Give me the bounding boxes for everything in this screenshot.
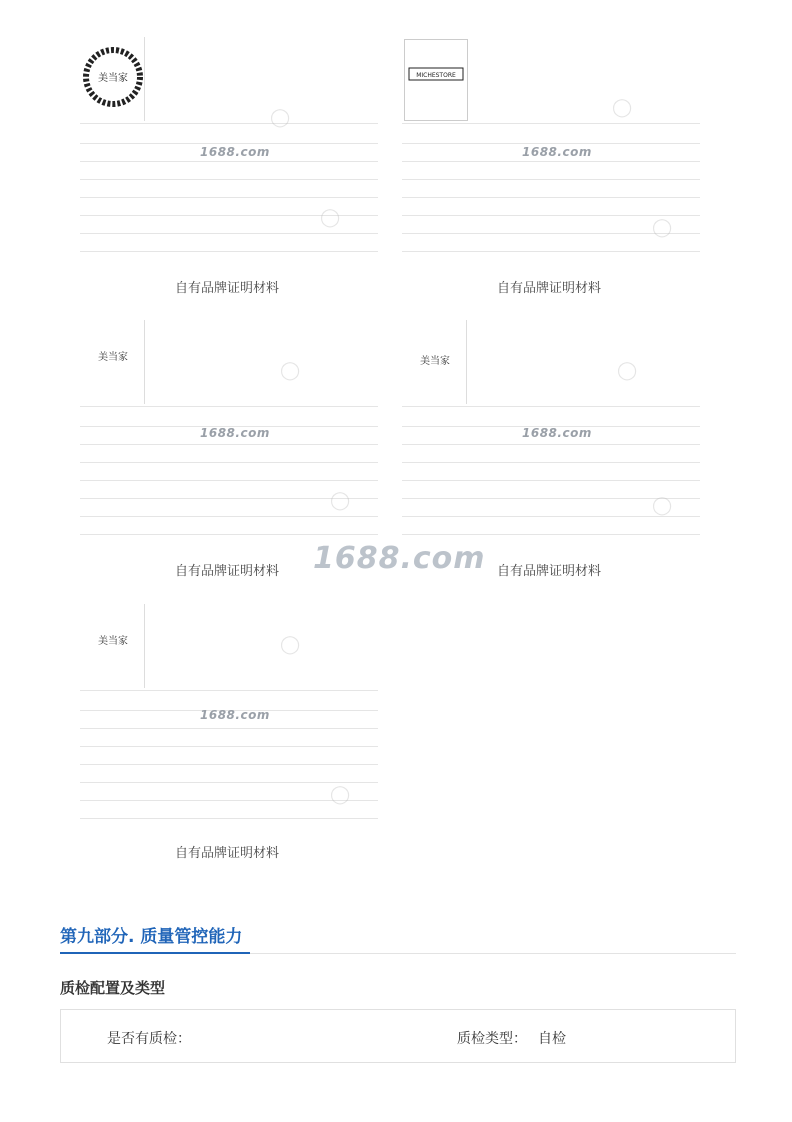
wreath-logo-icon xyxy=(82,37,144,121)
watermark-1688-large: 1688.com xyxy=(313,541,486,576)
brand-certificate-image xyxy=(80,604,378,832)
brand-certificate-image xyxy=(80,320,378,548)
brand-certificate-image xyxy=(80,37,378,265)
brand-logo xyxy=(82,320,145,404)
watermark-1688: 1688.com xyxy=(200,426,270,440)
brand-certificate-image xyxy=(402,320,700,548)
seal-watermark-icon: ◯ xyxy=(270,107,291,128)
brand-logo-text: MICHESTORE xyxy=(416,72,456,79)
seal-watermark-icon: ◯ xyxy=(330,490,351,511)
seal-watermark-icon: ◯ xyxy=(652,217,673,238)
brand-logo xyxy=(404,320,467,404)
certificate-caption: 自有品牌证明材料 xyxy=(175,281,280,296)
plain-logo-icon xyxy=(82,320,144,404)
section-title: 第九部分. 质量管控能力 xyxy=(60,927,243,947)
brand-logo xyxy=(82,37,145,121)
watermark-1688: 1688.com xyxy=(200,145,270,159)
qc-type-value: 自检 xyxy=(538,1031,566,1047)
certificate-caption: 自有品牌证明材料 xyxy=(175,846,280,861)
subsection-title: 质检配置及类型 xyxy=(60,979,166,997)
quality-check-panel xyxy=(60,1009,736,1063)
watermark-1688: 1688.com xyxy=(200,708,270,722)
brand-logo-text: 美当家 xyxy=(98,73,128,84)
watermark-1688: 1688.com xyxy=(522,145,592,159)
seal-watermark-icon: ◯ xyxy=(280,634,301,655)
plain-logo-icon xyxy=(404,320,466,404)
seal-watermark-icon: ◯ xyxy=(612,97,633,118)
boxed-logo-icon xyxy=(405,40,467,120)
certificate-caption: 自有品牌证明材料 xyxy=(175,564,280,579)
certificate-caption: 自有品牌证明材料 xyxy=(497,564,602,579)
brand-logo xyxy=(404,39,468,121)
seal-watermark-icon: ◯ xyxy=(652,495,673,516)
seal-watermark-icon: ◯ xyxy=(617,360,638,381)
brand-logo-text: 美当家 xyxy=(98,636,128,647)
seal-watermark-icon: ◯ xyxy=(330,784,351,805)
has-qc-label: 是否有质检： xyxy=(107,1031,191,1047)
brand-certificate-image xyxy=(402,37,700,265)
watermark-1688: 1688.com xyxy=(522,426,592,440)
plain-logo-icon xyxy=(82,604,144,688)
brand-logo-text: 美当家 xyxy=(98,352,128,363)
qc-type-label: 质检类型： xyxy=(457,1031,527,1047)
certificate-caption: 自有品牌证明材料 xyxy=(497,281,602,296)
section-title-underline xyxy=(60,952,250,954)
brand-logo-text: 美当家 xyxy=(420,356,450,367)
seal-watermark-icon: ◯ xyxy=(280,360,301,381)
brand-logo xyxy=(82,604,145,688)
seal-watermark-icon: ◯ xyxy=(320,207,341,228)
